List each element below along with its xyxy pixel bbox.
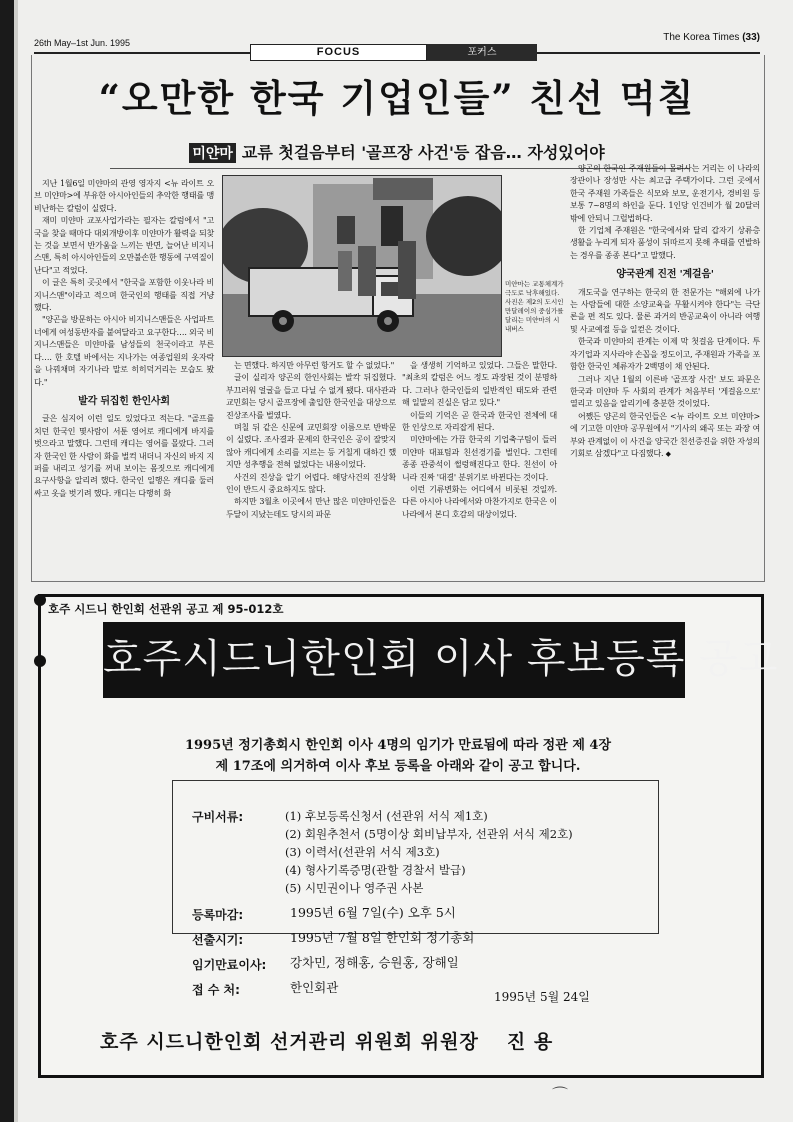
headline: “오만한 한국 기업인들” 친선 먹칠 — [98, 76, 696, 120]
paragraph: 재미 미얀마 교포사업가라는 필자는 칼럼에서 "고국을 찾을 때마다 대외개방이후 미얀마가 활력을 되찾는 것을 보면서 반가움을 느끼는 반면, 늘어난 비지니스맨, 특히 아시아인들의 오만불손한 행동에 구역질이 난다"고 적었다. — [34, 216, 214, 275]
paragraph: 며칠 뒤 같은 신문에 교민회장 이름으로 반박문이 실렸다. 조사결과 문제의 한국인은 공이 잘맞지 않아 캐디에게 소리를 지르는 등 거칠게 대하긴 했지만 성추행을 전혀 없었다는 내용이었다. — [226, 423, 396, 470]
section-focus-label: FOCUS — [250, 44, 427, 61]
paper-name: The Korea Times — [663, 32, 740, 43]
paragraph: 이 글은 특히 곳곳에서 "한국을 포함한 이웃나라 비지니스맨"이라고 적으며 한국인의 행태를 직접 거냥했다. — [34, 278, 214, 313]
photo-caption: 미얀마는 교통체계가 극도로 낙후해있다. 사진은 제2의 도시인 만달레이의 중심가를 달리는 미얀마의 시내버스 — [505, 280, 564, 333]
notice-intro — [70, 735, 726, 777]
notice-intro-line: 1995년 정기총회시 한인회 이사 4명의 임기가 만료됨에 따라 정관 제 4장 — [184, 738, 612, 753]
reception-value: 한인회관 — [290, 980, 339, 995]
paragraph: 글은 심지어 이런 일도 있었다고 적는다. "골프를 치던 한국인 몇사람이 서툰 영어로 캐디에게 바지를 벗으라고 말했다. 그런데 캐디는 영어를 몰랐다. 그러자 한국인 한 사람이 화를 벌컥 내더니 자신의 바지 지퍼를 내리고 성기를 꺼내 보이는 몸짓으로 캐디에게 요구사항을 알리려 했다. 한국인 일행은 캐디를 둘러싸고 옷을 벗기려 했다. 캐디는 다행히 화 — [34, 414, 214, 498]
article-column-1 — [34, 178, 214, 500]
notice-signature — [100, 1027, 700, 1054]
article-column-4 — [570, 163, 760, 460]
subheadline — [34, 140, 760, 163]
deadline-label: 등록마감: — [192, 908, 244, 922]
end-mark: ◆ — [665, 449, 671, 458]
country-tag: 미얀마 — [189, 143, 236, 163]
expiring-directors-value: 강차민, 정해홍, 승원홍, 장해일 — [290, 955, 459, 970]
notice-title-banner: 호주시드니한인회 이사 후보등록 공고 — [103, 622, 685, 698]
paragraph: 이런 기류변화는 어디에서 비롯된 것일까. 다른 아시아 나라에서와 마찬가지로 한국은 이 나라에서 본디 호감의 대상이었다. — [402, 485, 557, 519]
page-number: (33) — [742, 32, 760, 43]
paragraph: 하지만 3월초 이곳에서 만난 많은 미얀마인들은 두달이 지났는데도 당시의 파문 — [226, 497, 396, 519]
document-item: (4) 형사기록증명(관할 경찰서 발급) — [285, 863, 466, 877]
paragraph: 양곤의 한국인 주재원들이 몰려사는 거리는 이 나라의 장관이나 장성만 사는 최고급 주택가이다. 그런 곳에서 한국 주재원 가족들은 식모와 보모, 운전기사, 경비원 등 보통 7~8명의 하인을 둔다. 1인당 인건비가 월 20달러밖에 안되니 그럴법하다. — [570, 164, 760, 223]
article-column-2 — [226, 360, 396, 521]
election-value: 1995년 7월 8일 한인회 정기총회 — [290, 930, 475, 945]
subheadline-text: 교류 첫걸음부터 '골프장 사건'등 잡음… 자성있어야 — [241, 143, 605, 162]
election-label: 선출시기: — [192, 933, 244, 947]
punch-hole — [34, 594, 46, 606]
paragraph: "양곤을 방문하는 아시아 비지니스맨들은 사업파트너에게 여성동반자를 붙여달라고 요구한다…. 외국 비지니스맨들은 미얀마를 남성들의 천국이라고 부른다…. 한 호텔 바에서는 지나가는 여종업원의 옷자락을 나꿔채며 자기나라 말로 히히덕거리는 모습도 봤다." — [34, 315, 214, 387]
paragraph-text: 어쨌든 양곤의 한국인들은 <뉴 라이트 오브 미얀마>에 기고한 미얀마 공무원에서 "기사의 왜곡 또는 과장 여부와 관계없이 이 사건을 양국간 친선증진을 위한 자성의 기회로 삼겠다"고 다짐했다. — [570, 411, 760, 458]
notice-date: 1995년 5월 24일 — [494, 990, 590, 1004]
masthead — [663, 32, 760, 43]
expiring-directors-label: 임기만료이사: — [192, 958, 267, 972]
section-korean-label: 포커스 — [427, 44, 537, 61]
news-photo — [222, 175, 502, 357]
document-item: (3) 이력서(선관위 서식 제3호) — [285, 845, 440, 859]
document-item: (1) 후보등록신청서 (선관위 서식 제1호) — [285, 809, 488, 823]
paragraph: 지난 1월6일 미얀마의 관영 영자지 <뉴 라이트 오브 미얀마>에 부유한 아시아인들의 추악한 행태를 맹비난하는 칼럼이 실렸다. — [34, 179, 214, 213]
document-item: (5) 시민권이나 영주권 사본 — [285, 881, 424, 895]
document-item: (2) 회원추천서 (5명이상 회비납부자, 선관위 서식 제2호) — [285, 827, 573, 841]
paragraph: 한 기업체 주재원은 "한국에서와 달리 갑자기 상류층 생활을 누리게 되자 품성이 뒤따르지 못해 추태를 연발하는 경우를 종종 본다"고 말했다. — [570, 226, 760, 260]
paragraph: 이들의 기억은 곧 한국과 한국인 전체에 대한 인상으로 자리잡게 된다. — [402, 410, 557, 433]
paragraph: 그러나 지난 1월의 이른바 '골프장 사건' 보도 파문은 한국과 미얀마 두 사회의 관계가 처음부터 '게걸음으로' 열리고 있음을 알리기에 충분한 것이었다. — [570, 374, 760, 409]
punch-hole — [34, 655, 46, 667]
section-subheading: 양국관계 진전 '계걸음' — [616, 269, 714, 281]
paragraph: 개도국을 연구하는 한국의 한 전문가는 "해외에 나가는 사람들에 대한 소양교육을 무활시켜야 한다"는 극단론을 편 적도 있다. 물론 과거의 반공교육이 아니라 여행 및 사교예절 등을 일컫은 것이다. — [570, 287, 760, 334]
paragraph: 사건의 진상을 알기 어렵다. 해당사건의 진상확인이 반드시 중요하지도 않다. — [226, 472, 396, 495]
issue-date: 26th May–1st Jun. 1995 — [34, 38, 131, 48]
chairman-name: 진 용 — [506, 1031, 554, 1053]
pen-mark: ⌒ — [552, 1085, 569, 1104]
paragraph: 한국과 미얀마의 관계는 이제 막 첫걸음 단계이다. 투자기업과 지사라야 손꼽을 정도이고, 주재원과 가족을 포함한 한국인 체류자가 2백명이 채 안된다. — [570, 337, 760, 372]
paragraph: 는 면했다. 하지만 아무런 항거도 할 수 없었다." — [234, 361, 395, 370]
section-subheading: 발각 뒤집힌 한인사회 — [78, 395, 170, 407]
deadline-value: 1995년 6월 7일(수) 오후 5시 — [290, 905, 456, 920]
notice-number: 호주 시드니 한인회 선관위 공고 제 95-012호 — [48, 602, 284, 616]
documents-label: 구비서류: — [192, 810, 244, 824]
scan-binding-edge — [0, 0, 14, 1122]
scan-binding-shadow — [14, 0, 18, 1122]
paragraph: 미얀마에는 가끔 한국의 기업축구팀이 들러 미얀마 대표팀과 친선경기를 벌인다. 그런데 종종 관중석이 썰렁해진다고 한다. 친선이 아니라 진짜 '대결' 분위기로 바뀐다는 것이다. — [402, 435, 557, 482]
bus-street-photo — [223, 176, 501, 356]
committee-name: 호주 시드니한인회 선거관리 위원회 위원장 — [100, 1031, 479, 1053]
paragraph — [570, 411, 760, 461]
reception-label: 접 수 처: — [192, 983, 240, 997]
notice-intro-line: 제 17조에 의거하여 이사 후보 등록을 아래와 같이 공고 합니다. — [215, 759, 581, 774]
article-column-3 — [402, 360, 557, 521]
paragraph: 글이 실리자 양곤의 한인사회는 발칵 뒤집혔다. 부끄러워 얼굴을 들고 다닐 수 없게 됐다. 대사관과 교민회는 당시 골프장에 출입한 한국인을 대상으로 진상조사를 벌였다. — [226, 373, 396, 420]
paragraph: 을 생생히 기억하고 있었다. 그들은 말한다. "최초의 칼럼은 어느 정도 과장된 것이 분명하다. 그러나 한국인들의 일반적인 태도와 관련해 일말의 진실은 담고 있다." — [402, 361, 557, 408]
